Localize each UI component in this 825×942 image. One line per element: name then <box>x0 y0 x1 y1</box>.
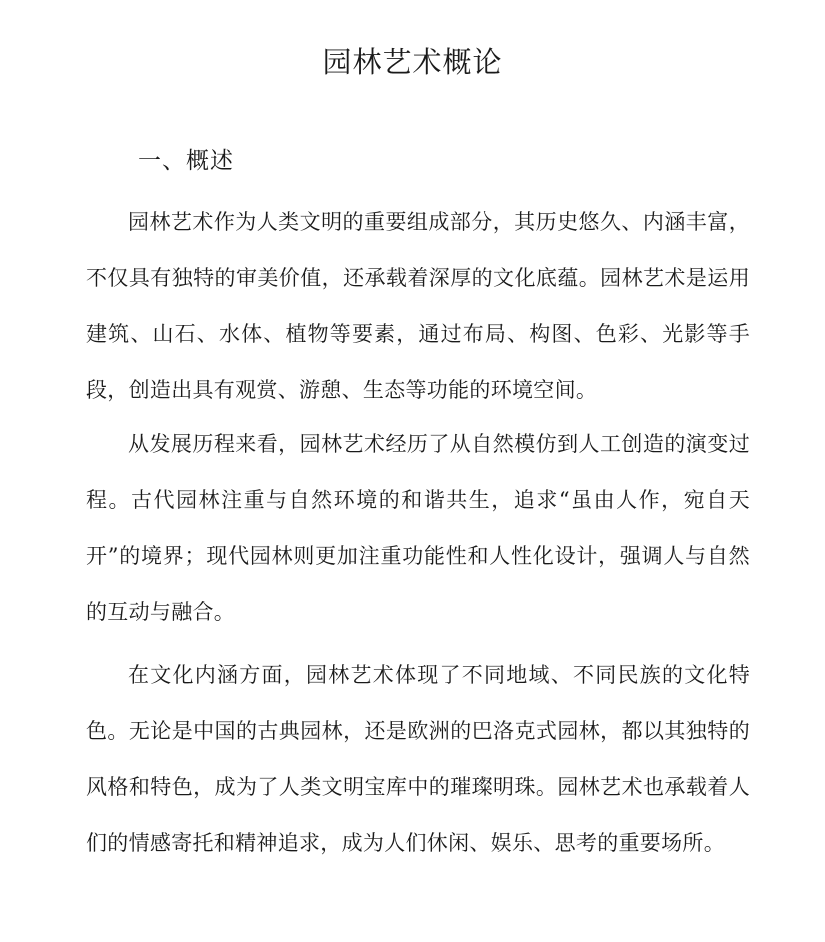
document-title: 园林艺术概论 <box>322 45 503 79</box>
paragraph-development: 从发展历程来看，园林艺术经历了从自然模仿到人工创造的演变过程。古代园林注重与自然环境的和谐共生，追求“虽由人作，宛自天开”的境界；现代园林则更加注重功能性和人性化设计，强调人与自然的互动与融合。 <box>86 432 750 624</box>
section-heading: 一、概述 <box>138 148 234 174</box>
paragraph-culture: 在文化内涵方面，园林艺术体现了不同地域、不同民族的文化特色。无论是中国的古典园林，还是欧洲的巴洛克式园林，都以其独特的风格和特色，成为了人类文明宝库中的璀璨明珠。园林艺术也承载着人们的情感寄托和精神追求，成为人们休闲、娱乐、思考的重要场所。 <box>86 663 750 855</box>
paragraph-overview: 园林艺术作为人类文明的重要组成部分，其历史悠久、内涵丰富，不仅具有独特的审美价值，还承载着深厚的文化底蕴。园林艺术是运用建筑、山石、水体、植物等要素，通过布局、构图、色彩、光影等手段，创造出具有观赏、游憩、生态等功能的环境空间。 <box>86 210 750 402</box>
